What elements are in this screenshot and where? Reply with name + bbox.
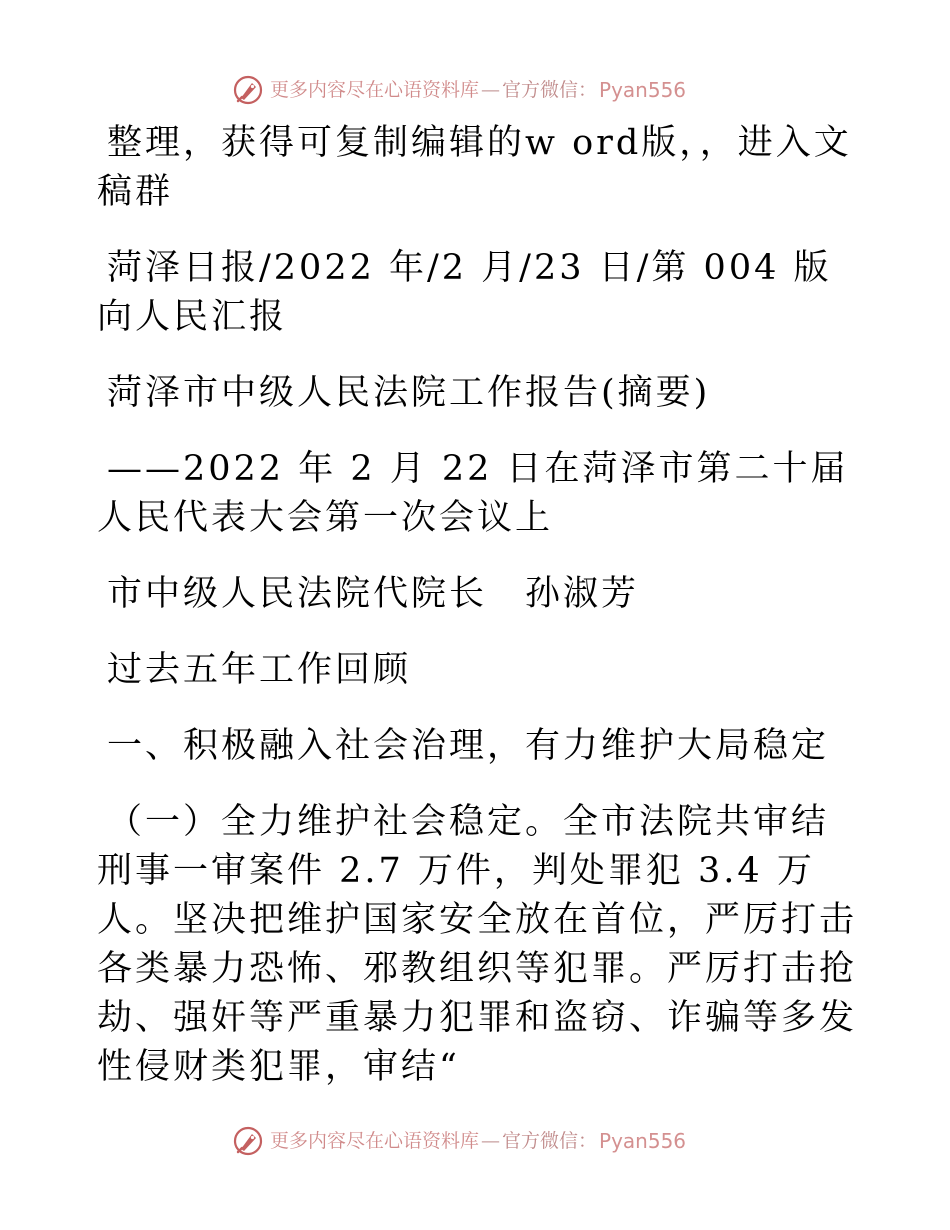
document-author: 市中级人民法院代院长 孙淑芳 <box>107 574 640 614</box>
watermark-separator: — <box>481 79 501 101</box>
pen-nib-logo-icon <box>232 1125 264 1157</box>
header-watermark <box>232 74 686 106</box>
document-body <box>97 119 857 1092</box>
watermark-separator: — <box>481 1130 501 1152</box>
subsection-heading: 一、积极融入社会治理，有力维护大局稳定 <box>107 726 830 766</box>
document-title: 菏泽市中级人民法院工作报告(摘要) <box>107 373 711 413</box>
watermark-brand: 更多内容尽在心语资料库 <box>270 79 480 101</box>
paragraph-body: （一）全力维护社会稳定。全市法院共审结刑事一审案件 2.7 万件，判处罪犯 3.4 万人。坚决把维护国家安全放在首位，严厉打击各类暴力恐怖、邪教组织等犯罪。严厉打击抢劫、强奸等严重暴力犯罪和盗窃、诈骗等多发性侵财类犯罪，审结“ <box>97 802 858 1087</box>
pen-nib-logo-icon <box>232 74 264 106</box>
watermark-wechat-label: 官方微信： <box>502 1130 598 1152</box>
section-heading: 过去五年工作回顾 <box>107 650 412 690</box>
watermark-brand: 更多内容尽在心语资料库 <box>270 1130 480 1152</box>
paragraph-source: 菏泽日报/2022 年/2 月/23 日/第 004 版向人民汇报 <box>97 248 832 337</box>
watermark-wechat-id: Pyan556 <box>599 78 687 102</box>
document-subtitle: ——2022 年 2 月 22 日在菏泽市第二十届人民代表大会第一次会议上 <box>97 449 849 538</box>
watermark-wechat-label: 官方微信： <box>502 79 598 101</box>
watermark-wechat-id: Pyan556 <box>599 1129 687 1153</box>
footer-watermark <box>232 1125 686 1157</box>
paragraph-intro: 整理，获得可复制编辑的w ord版，，进入文稿群 <box>97 123 852 212</box>
